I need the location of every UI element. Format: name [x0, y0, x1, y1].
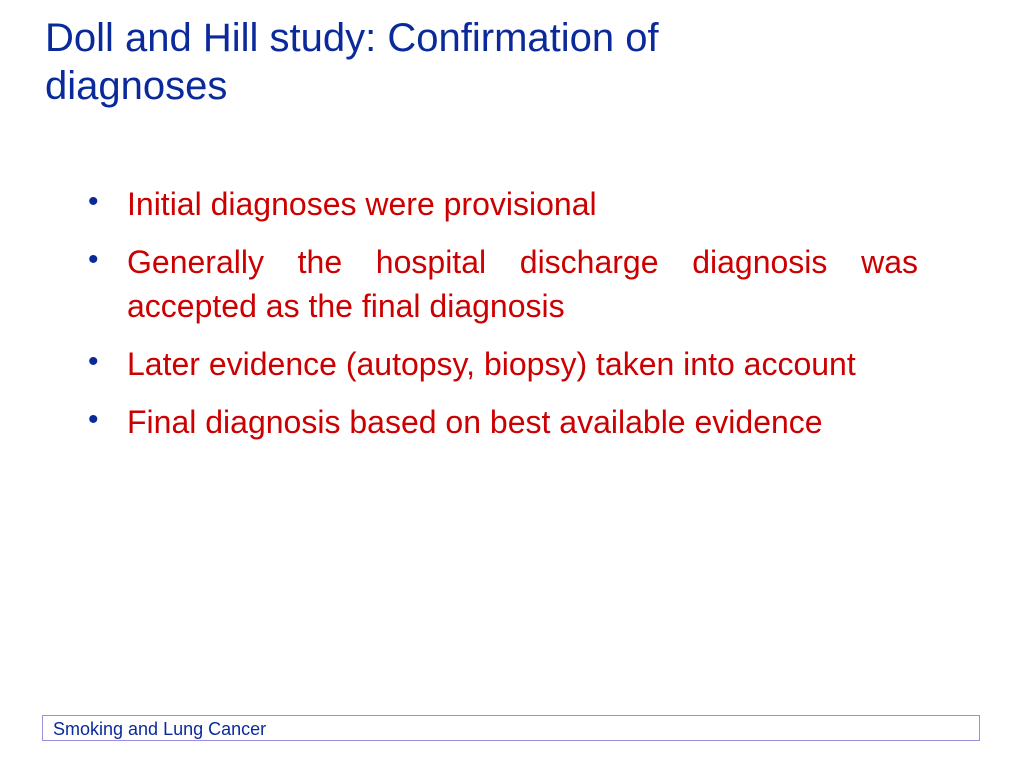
bullet-item: [86, 342, 918, 386]
bullet-icon: •: [88, 243, 99, 276]
bullet-item: [86, 400, 918, 444]
bullet-list: [86, 182, 918, 458]
footer-text: Smoking and Lung Cancer: [53, 719, 267, 739]
bullet-text: Generally the hospital discharge diagnosis was accepted as the final diagnosis: [127, 244, 918, 324]
bullet-item: [86, 240, 918, 328]
bullet-text: Final diagnosis based on best available evidence: [127, 404, 823, 440]
footer-box: [42, 715, 980, 741]
bullet-icon: •: [88, 403, 99, 436]
bullet-text: Initial diagnoses were provisional: [127, 186, 597, 222]
bullet-text: Later evidence (autopsy, biopsy) taken into account: [127, 346, 856, 382]
slide-title: Doll and Hill study: Confirmation of diagnoses: [45, 16, 659, 108]
bullet-icon: •: [88, 185, 99, 218]
bullet-item: [86, 182, 918, 226]
bullet-icon: •: [88, 345, 99, 378]
